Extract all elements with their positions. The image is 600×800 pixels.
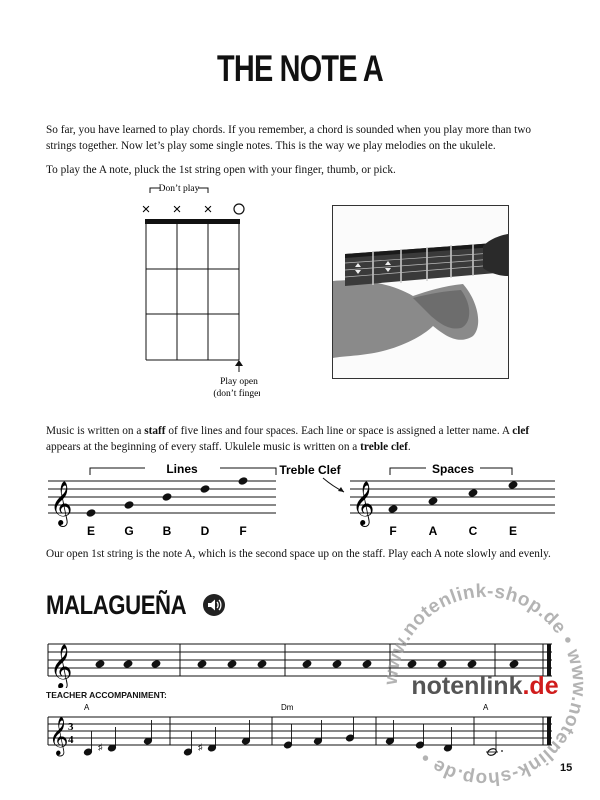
string-marker-x: × [203,201,213,218]
line-note-name: E [86,524,96,538]
lines-label: Lines [166,462,198,476]
ukulele-photo [332,205,509,379]
staff-examples-graphic [40,458,570,540]
staff-explanation [46,423,558,455]
dont-play-label: Don’t play [158,184,200,194]
term-treble-clef: treble clef [360,441,408,453]
chord-symbol: Dm [281,703,294,712]
chord-symbol: A [84,703,90,712]
staff-text-2: of five lines and four spaces. Each line or space is assigned a letter name. A [165,425,513,437]
song-title: MALAGUEÑA [46,589,187,620]
audio-icon[interactable] [203,594,225,616]
time-signature-top: 3 [68,721,74,733]
staff-text-3: appears at the beginning of every staff. Ukulele music is written on a [46,441,361,453]
time-signature-bottom: 4 [68,734,74,746]
treble-clef-icon: 𝄞 [352,481,375,525]
term-staff: staff [144,425,166,437]
song-header [46,588,225,622]
string-marker-x: × [172,201,182,218]
open-string-text: Our open 1st string is the note A, which is the second space up on the staff. Play each A note slowly and evenly. [46,548,551,560]
line-note-name: F [239,524,247,538]
line-note-name: B [162,524,172,538]
play-open-label: Play open [220,377,258,387]
treble-clef-icon: 𝄞 [50,481,73,525]
watermark-ring-text: www.notenlink-shop.de • www.notenlink-shop.de • [380,580,590,790]
line-note-name: D [200,524,210,538]
spaces-label: Spaces [431,462,475,476]
staff-examples [40,458,570,540]
watermark-graphic [380,580,590,790]
space-note-name: F [389,524,397,538]
watermark-stamp [380,580,590,790]
page-title: THE NOTE A [217,48,383,89]
string-marker-x: × [141,201,151,218]
treble-clef-icon: 𝄞 [50,644,73,688]
treble-clef-icon: 𝄞 [49,716,69,755]
watermark-logo: notenlink.de [411,672,559,700]
intro-paragraph: So far, you have learned to play chords. If you remember, a chord is sounded when you play more than two strings together. Now let’s play some single notes. This is the way we play melodies on the ukulele. [46,124,532,152]
dont-finger-label: (don’t finger) [213,389,260,399]
line-note-name: G [124,524,134,538]
chord-diagram [130,182,260,412]
treble-clef-label: Treble Clef [279,463,341,477]
instruction-text: To play the A note, pluck the 1st string open with your finger, thumb, or pick. [46,164,396,176]
space-note-name: A [428,524,438,538]
chord-diagram-graphic [130,182,260,412]
term-clef: clef [512,425,530,437]
staff-text-1: Music is written on a [46,425,145,437]
chord-symbol: A [483,703,489,712]
string-marker-open [234,204,244,214]
staff-text-4: . [407,441,411,453]
accompaniment-label: TEACHER ACCOMPANIMENT: [46,690,167,700]
space-note-name: C [468,524,478,538]
svg-text:♯: ♯ [98,742,103,752]
space-note-name: E [508,524,518,538]
page-number: 15 [560,762,573,774]
svg-text:♯: ♯ [198,742,203,752]
